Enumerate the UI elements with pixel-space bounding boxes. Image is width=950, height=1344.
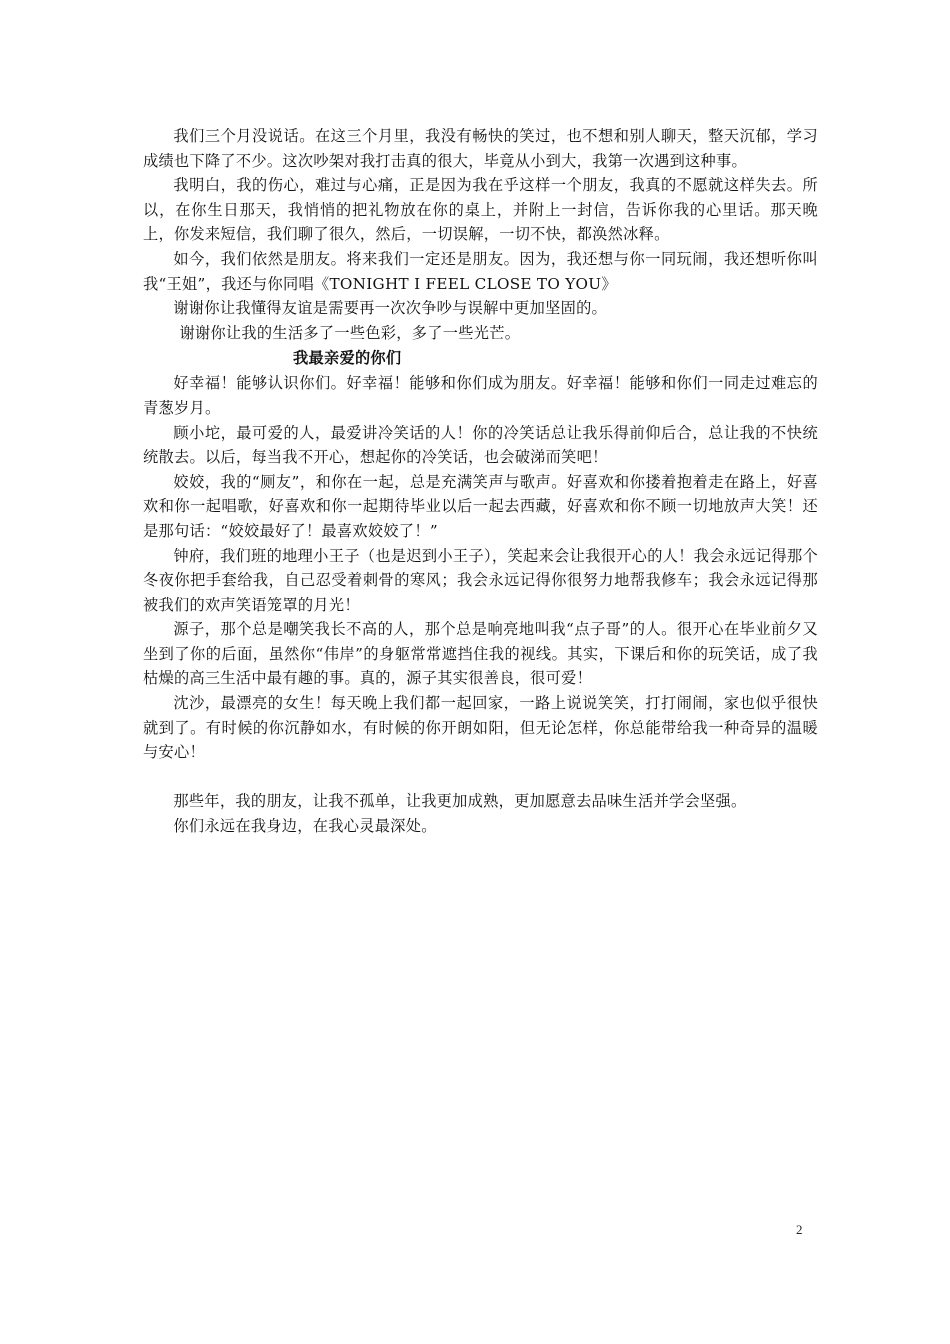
paragraph-spacer bbox=[143, 765, 818, 790]
paragraph: 我们三个月没说话。在这三个月里，我没有畅快的笑过，也不想和别人聊天，整天沉郁，学习成绩也下降了不少。这次吵架对我打击真的很大，毕竟从小到大，我第一次遇到这种事。 bbox=[143, 127, 818, 170]
paragraph: 如今，我们依然是朋友。将来我们一定还是朋友。因为，我还想与你一同玩闹，我还想听你叫我“王姐”，我还与你同唱《TONIGHT I FEEL CLOSE TO YOU》 bbox=[143, 249, 818, 293]
paragraph: 源子，那个总是嘲笑我长不高的人，那个总是响亮地叫我“点子哥”的人。很开心在毕业前夕又坐到了你的后面，虽然你“伟岸”的身躯常常遮挡住我的视线。其实，下课后和你的玩笑话，成了我枯燥的高三生活中最有趣的事。真的，源子其实很善良，很可爱！ bbox=[143, 620, 818, 688]
paragraph: 那些年，我的朋友，让我不孤单，让我更加成熟，更加愿意去品味生活并学会坚强。 bbox=[173, 792, 747, 811]
section-title: 我最亲爱的你们 bbox=[293, 349, 402, 368]
document-body bbox=[143, 124, 818, 839]
paragraph: 沈沙，最漂亮的女生！每天晚上我们都一起回家，一路上说说笑笑，打打闹闹，家也似乎很快就到了。有时候的你沉静如水，有时候的你开朗如阳，但无论怎样，你总能带给我一种奇异的温暖与安心！ bbox=[143, 694, 818, 762]
paragraph: 顾小坨，最可爱的人，最爱讲冷笑话的人！你的冷笑话总让我乐得前仰后合，总让我的不快统统散去。以后，每当我不开心，想起你的冷笑话，也会破涕而笑吧！ bbox=[143, 423, 818, 467]
paragraph: 谢谢你让我的生活多了一些色彩，多了一些光芒。 bbox=[179, 323, 521, 342]
paragraph: 钟府，我们班的地理小王子（也是迟到小王子），笑起来会让我很开心的人！我会永远记得那个冬夜你把手套给我，自己忍受着刺骨的寒风；我会永远记得你很努力地帮我修车；我会永远记得那被我们的欢声笑语笼罩的月光！ bbox=[143, 546, 818, 614]
paragraph: 谢谢你让我懂得友谊是需要再一次次争吵与误解中更加坚固的。 bbox=[173, 299, 608, 318]
paragraph: 姣姣，我的“厕友”，和你在一起，总是充满笑声与歌声。好喜欢和你搂着抱着走在路上，好喜欢和你一起唱歌，好喜欢和你一起期待毕业以后一起去西藏，好喜欢和你不顾一切地放声大笑！还是那句话：“姣姣最好了！最喜欢姣姣了！” bbox=[143, 472, 818, 540]
paragraph: 你们永远在我身边，在我心灵最深处。 bbox=[173, 817, 437, 836]
paragraph: 我明白，我的伤心，难过与心痛，正是因为我在乎这样一个朋友，我真的不愿就这样失去。所以，在你生日那天，我悄悄的把礼物放在你的桌上，并附上一封信，告诉你我的心里话。那天晚上，你发来短信，我们聊了很久，然后，一切误解，一切不快，都涣然冰释。 bbox=[143, 176, 818, 244]
paragraph: 好幸福！能够认识你们。好幸福！能够和你们成为朋友。好幸福！能够和你们一同走过难忘的青葱岁月。 bbox=[143, 374, 818, 417]
page-number: 2 bbox=[796, 1222, 803, 1237]
